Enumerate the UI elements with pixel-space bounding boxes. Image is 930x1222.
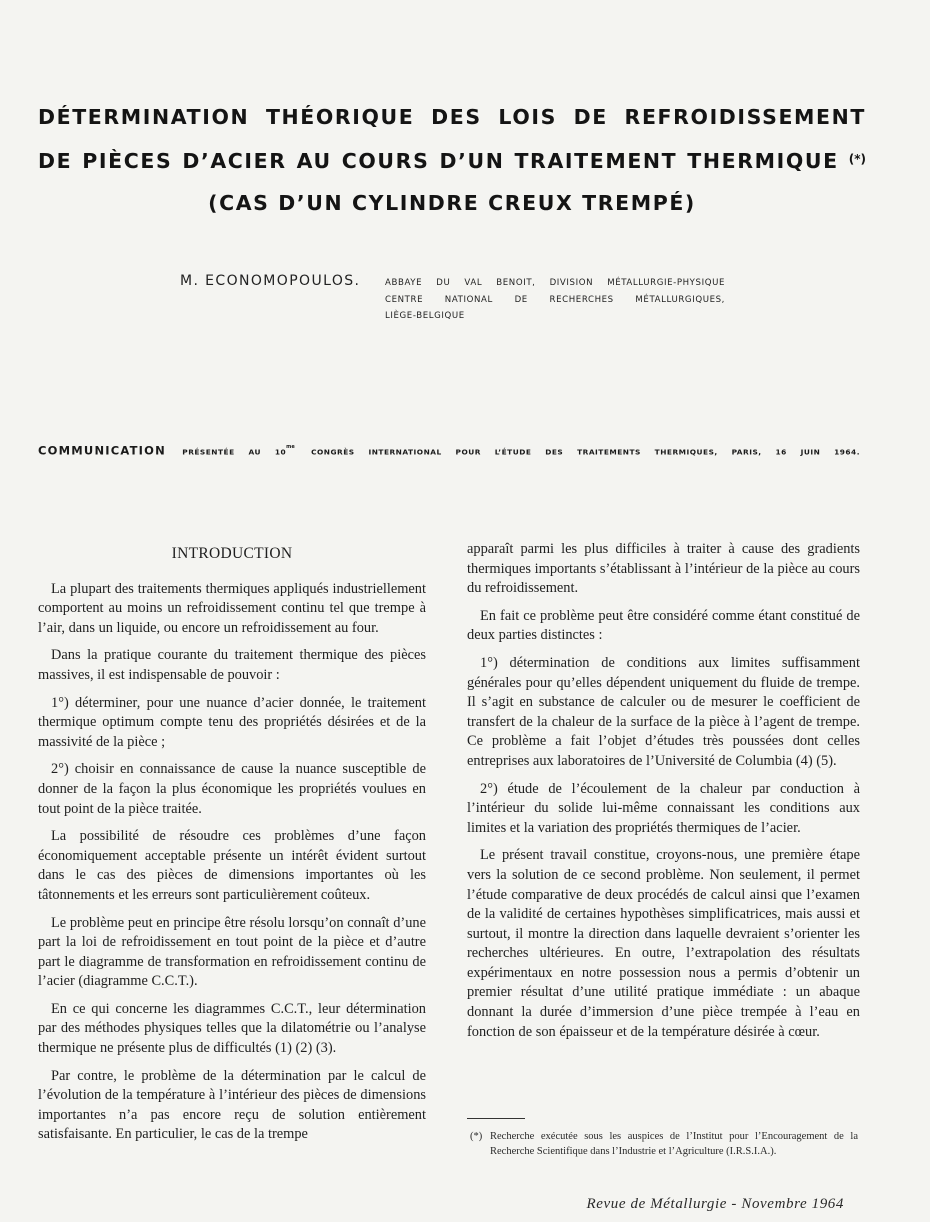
title-footnote-mark: (*) [848, 152, 866, 166]
communication-label: COMMUNICATION [38, 443, 166, 458]
paragraph: La possibilité de résoudre ces problèmes d’une façon économiquement acceptable présente un intérêt évident surtout dans le cas des pièces de dimensions importantes où les tâtonnements et les erreurs sont particulièrement coûteux. [38, 828, 426, 903]
list-item: 2°) étude de l’écoulement de la chaleur par conduction à l’intérieur du solide lui-même connaissant les conditions aux limites et la variation des propriétés thermiques de l’acier. [467, 780, 860, 836]
list-item: 1°) détermination de conditions aux limites suffisamment générales pour qu’elles dépendent uniquement du fluide de trempe. Il s’agit en substance de calculer ou de mesurer le coefficient de transfert de la chaleur de la surface de la pièce à l’agent de trempe. Ce problème a fait l’objet d’études très poussées dont celles entreprises aux laboratoires de l’Université de Columbia (4) (5). [467, 654, 860, 769]
paragraph: Par contre, le problème de la détermination par le calcul de l’évolution de la température à l’intérieur des pièces de dimensions importantes n’a pas encore reçu de solution entièrement satisfaisante. En particulier, le cas de la trempe [38, 1067, 426, 1143]
journal-footer: Revue de Métallurgie - Novembre 1964 [586, 1196, 844, 1212]
footnote-marker: (*) [470, 1131, 483, 1142]
section-heading: INTRODUCTION [171, 545, 293, 562]
article-title [38, 96, 866, 224]
paragraph: Dans la pratique courante du traitement thermique des pièces massives, il est indispensable de pouvoir : [38, 647, 426, 683]
title-line-2-text: DE PIÈCES D’ACIER AU COURS D’UN TRAITEMENT THERMIQUE [38, 149, 839, 173]
list-item: 2°) choisir en connaissance de cause la nuance susceptible de donner de la façon la plus économique les propriétés voulues en tout point de la pièce traitée. [38, 761, 426, 817]
paragraph: La plupart des traitements thermiques appliqués industriellement comportent au moins un refroidissement continu tel que trempe à l’air, dans un liquide, ou encore un refroidissement au four. [38, 580, 426, 636]
author-affiliation [385, 275, 725, 325]
communication-text-before: PRÉSENTÉE AU 10 [182, 447, 287, 457]
title-line-1: DÉTERMINATION THÉORIQUE DES LOIS DE REFROIDISSEMENT [38, 105, 866, 129]
list-item: 1°) déterminer, pour une nuance d’acier donnée, le traitement thermique optimum compte tenu des propriétés désirées et de la massivité de la pièce ; [38, 694, 426, 750]
footnote [470, 1130, 858, 1159]
communication-note [38, 440, 860, 459]
footnote-text: Recherche exécutée sous les auspices de l’Institut pour l’Encouragement de la Recherche Scientifique dans l’Industrie et l’Agriculture (I.R.S.I.A.). [490, 1131, 858, 1157]
affiliation-line-2: CENTRE NATIONAL DE RECHERCHES MÉTALLURGIQUES, [385, 294, 725, 305]
communication-text-after: CONGRÈS INTERNATIONAL POUR L’ÉTUDE DES TRAITEMENTS THERMIQUES, PARIS, 16 JUIN 1964. [311, 447, 861, 457]
paragraph: En ce qui concerne les diagrammes C.C.T., leur détermination par des méthodes physiques telles que la dilatométrie ou l’analyse thermique ne présente plus de difficultés (1) (2) (3). [38, 1000, 426, 1057]
title-line-2 [38, 138, 866, 182]
affiliation-line-3: LIÈGE-BELGIQUE [385, 311, 465, 321]
paragraph: Le problème peut en principe être résolu lorsqu’on connaît d’une part la loi de refroidissement en tout point de la pièce et d’autre part le diagramme de transformation en refroidissement continu de l’acier (diagramme C.C.T.). [38, 914, 426, 990]
affiliation-line-1: ABBAYE DU VAL BENOIT, DIVISION MÉTALLURGIE-PHYSIQUE [385, 278, 725, 288]
right-column [467, 540, 860, 1050]
paragraph: En fait ce problème peut être considéré comme étant constitué de deux parties distinctes : [467, 607, 860, 644]
paragraph: Le présent travail constitue, croyons-nous, une première étape vers la solution de ce second problème. Non seulement, il permet l’étude comparative de deux procédés de calcul ainsi que l’examen de la validité de certaines hypothèses simplificatrices, mais aussi et surtout, il montre la direction dans laquelle devraient s’orienter les recherches ultérieures. En outre, l’extrapolation des résultats expérimentaux en notre possession nous a permis d’obtenir un premier résultat d’une utilité pratique immédiate : un abaque donnant la durée d’immersion d’une pièce trempée à l’eau en fonction de son épaisseur et de la température désirée à cœur. [467, 847, 860, 1040]
paragraph: apparaît parmi les plus difficiles à traiter à cause des gradients thermiques importants s’établissant à l’intérieur de la pièce au cours du refroidissement. [467, 541, 860, 597]
title-line-3: (CAS D’UN CYLINDRE CREUX TREMPÉ) [208, 191, 696, 215]
footnote-divider [467, 1118, 525, 1119]
left-column [38, 540, 426, 1153]
communication-ordinal: me [286, 444, 295, 450]
author-name: M. ECONOMOPOULOS. [180, 273, 361, 289]
